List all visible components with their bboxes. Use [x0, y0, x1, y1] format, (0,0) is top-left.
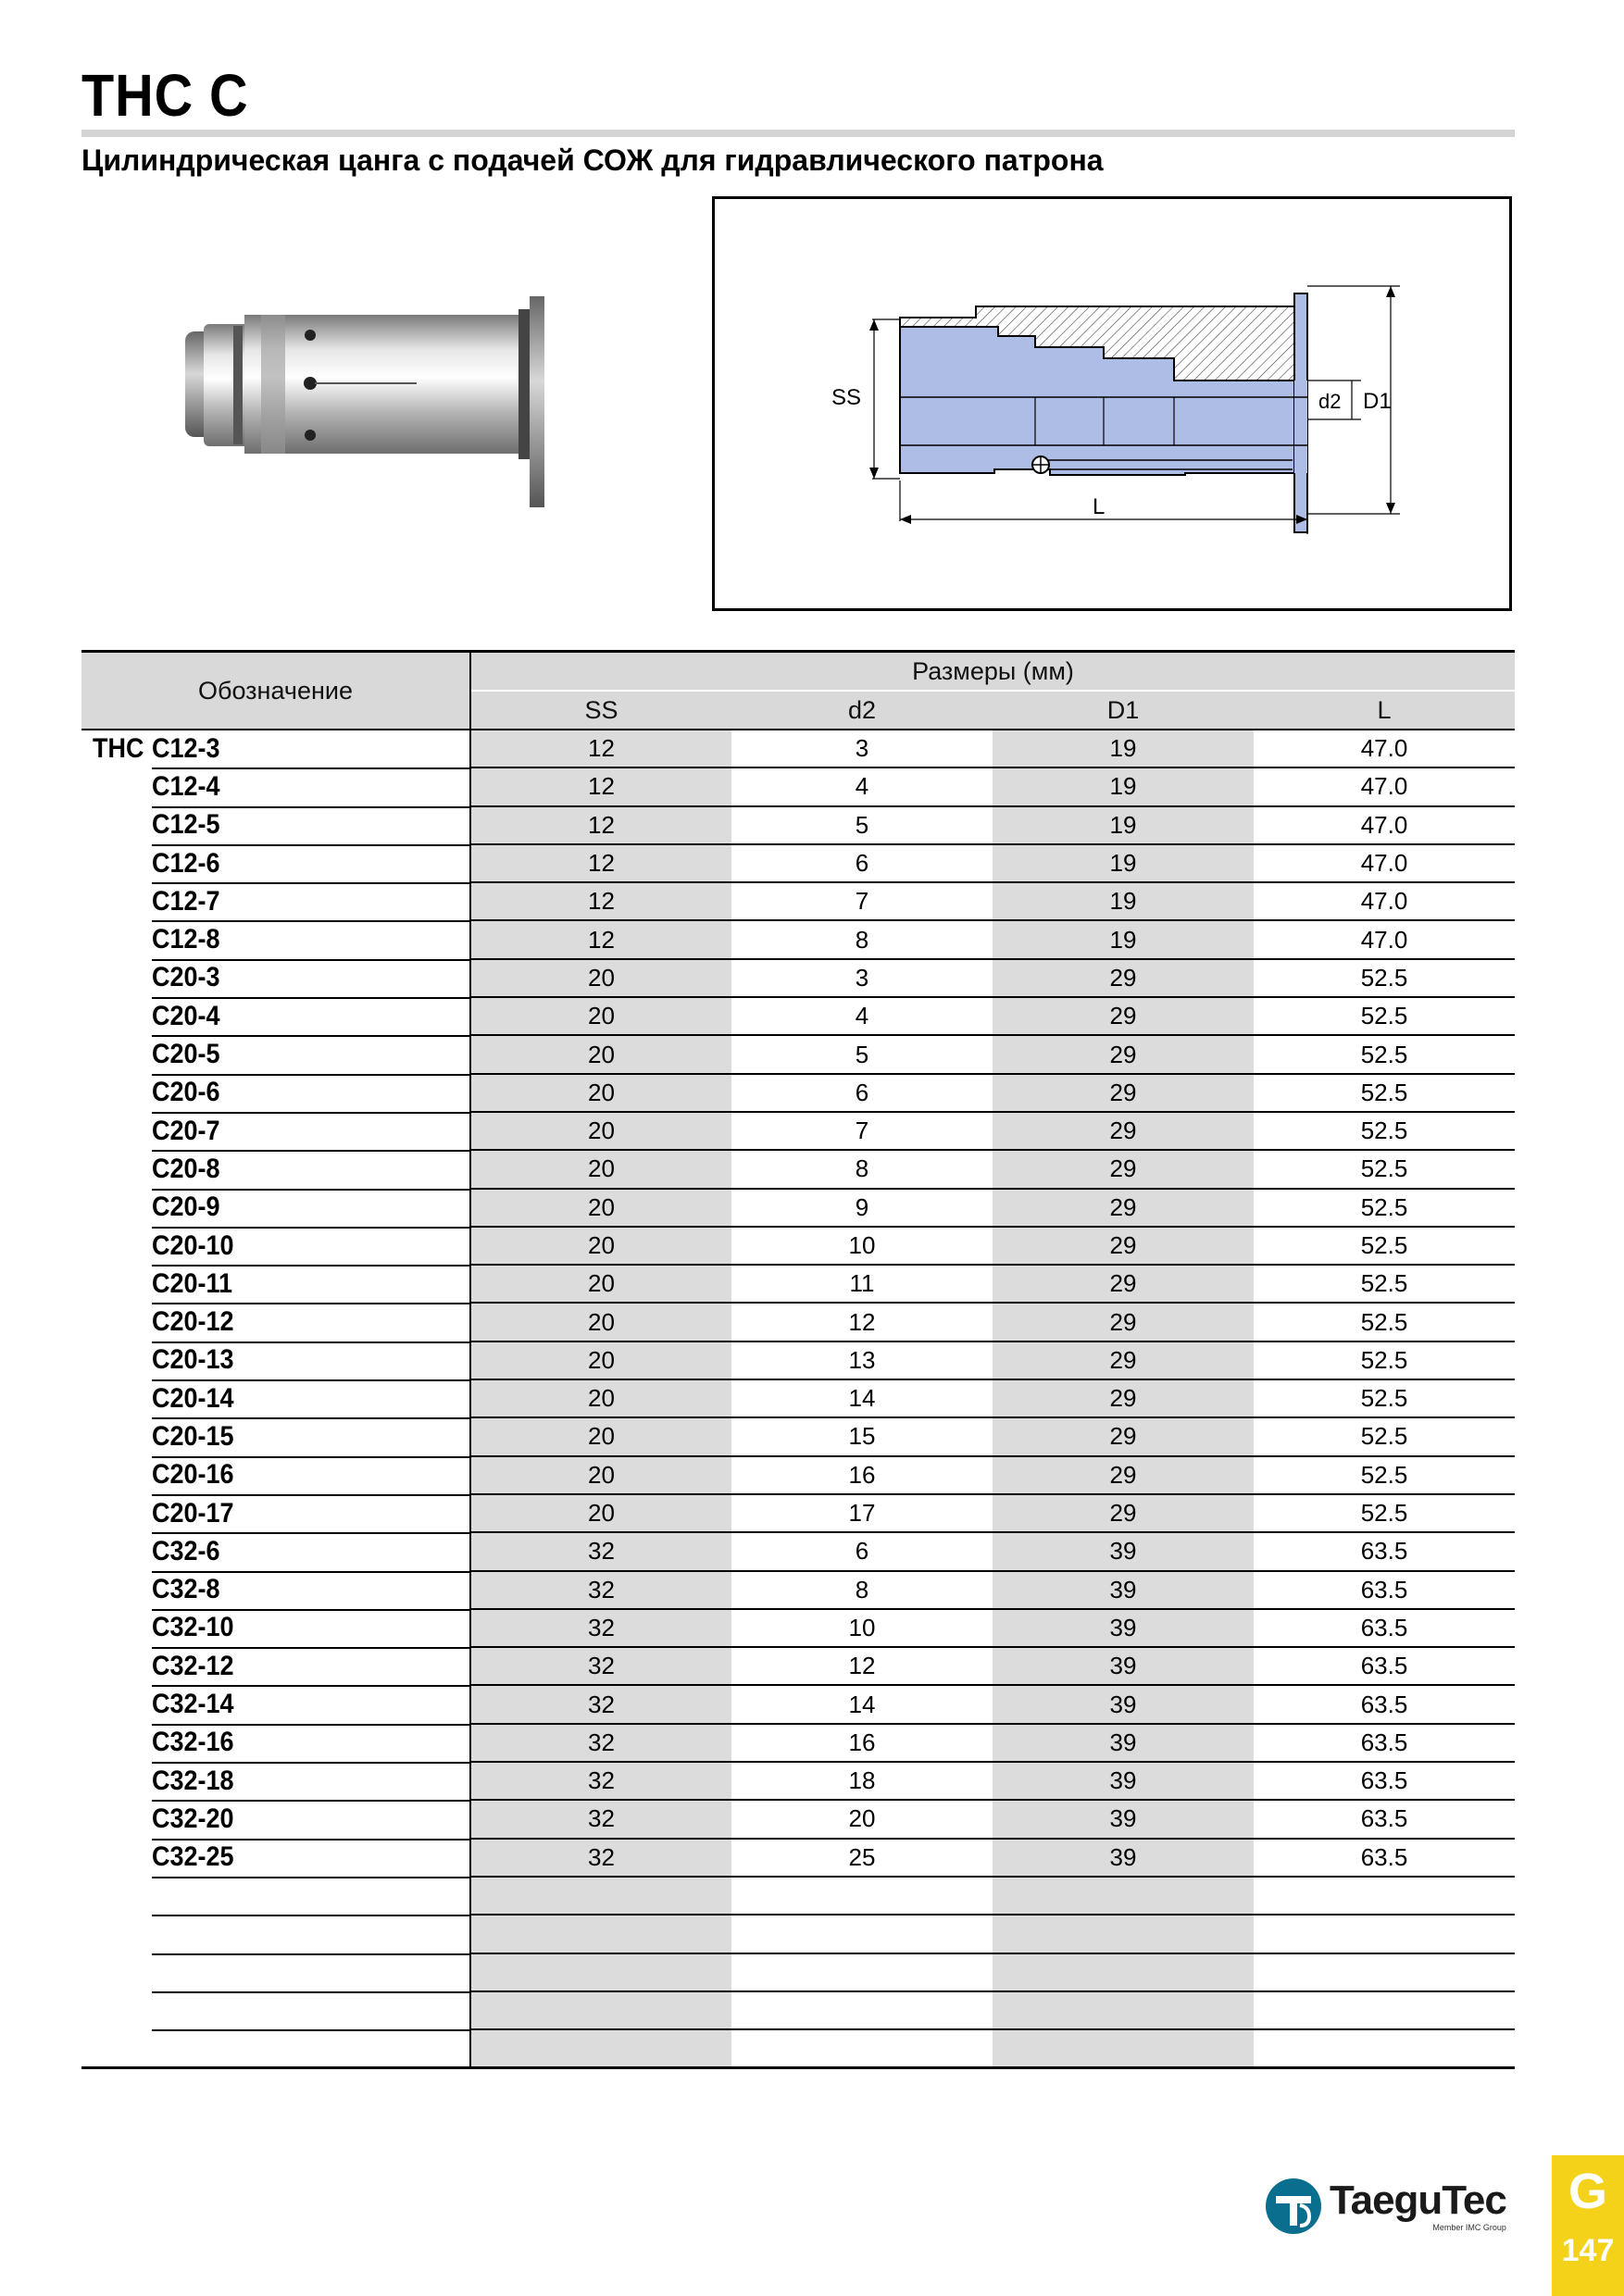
l-cell: 52.5	[1254, 1341, 1515, 1379]
ss-cell: 20	[470, 1417, 731, 1455]
product-photo	[176, 287, 602, 518]
designation-cell	[81, 1494, 470, 1532]
l-cell: 47.0	[1254, 730, 1515, 767]
d1-cell	[993, 1915, 1254, 1953]
l-cell: 47.0	[1254, 767, 1515, 805]
d2-cell: 13	[731, 1341, 993, 1379]
designation-cell	[81, 882, 470, 920]
ss-cell	[470, 1953, 731, 1991]
d2-cell	[731, 1953, 993, 1991]
designation-cell	[81, 959, 470, 997]
designation-code: C32-25	[152, 1841, 234, 1873]
d2-cell: 4	[731, 997, 993, 1035]
designation-code: C12-8	[152, 924, 220, 955]
spec-table-body	[81, 730, 1515, 2068]
ss-cell	[470, 1915, 731, 1953]
designation-code: C20-12	[152, 1306, 234, 1338]
designation-cell	[81, 1035, 470, 1073]
ss-cell: 32	[470, 1647, 731, 1685]
designation-cell	[81, 1647, 470, 1685]
d1-cell: 39	[993, 1571, 1254, 1609]
table-row	[81, 1112, 1515, 1150]
d1-cell: 39	[993, 1724, 1254, 1762]
designation-code: C20-10	[152, 1229, 234, 1261]
d1-cell: 39	[993, 1839, 1254, 1877]
drawing-label-d1: D1	[1363, 389, 1392, 414]
d1-cell: 29	[993, 1379, 1254, 1417]
technical-drawing	[712, 196, 1512, 611]
ss-cell: 12	[470, 844, 731, 882]
l-cell	[1254, 1953, 1515, 1991]
designation-cell	[81, 1303, 470, 1341]
d2-cell: 7	[731, 882, 993, 920]
table-row	[81, 1991, 1515, 2029]
ss-cell: 20	[470, 997, 731, 1035]
table-row	[81, 997, 1515, 1035]
d2-cell: 14	[731, 1379, 993, 1417]
table-row	[81, 1647, 1515, 1685]
d2-cell: 6	[731, 1074, 993, 1112]
logo-subtitle: Member IMC Group	[1432, 2223, 1506, 2232]
l-cell: 52.5	[1254, 1417, 1515, 1455]
designation-code: C20-3	[152, 962, 220, 993]
ss-cell: 12	[470, 882, 731, 920]
ss-cell: 32	[470, 1762, 731, 1800]
designation-cell	[81, 806, 470, 844]
d2-cell: 14	[731, 1685, 993, 1723]
table-row	[81, 1800, 1515, 1838]
l-cell: 52.5	[1254, 1494, 1515, 1532]
table-row	[81, 1877, 1515, 1915]
series-label: THC	[93, 733, 144, 765]
ss-cell: 32	[470, 1532, 731, 1570]
l-cell: 52.5	[1254, 1456, 1515, 1494]
designation-code: C20-14	[152, 1382, 234, 1414]
d1-cell	[993, 1877, 1254, 1915]
d2-cell: 7	[731, 1112, 993, 1150]
d1-cell	[993, 2029, 1254, 2068]
table-row	[81, 1532, 1515, 1570]
ss-cell: 20	[470, 1227, 731, 1265]
designation-cell	[81, 1685, 470, 1723]
designation-code: C20-8	[152, 1153, 220, 1184]
designation-cell	[81, 1762, 470, 1800]
section-letter: G	[1568, 2164, 1607, 2219]
designation-cell	[81, 997, 470, 1035]
ss-cell: 12	[470, 806, 731, 844]
header-d1: D1	[993, 691, 1254, 730]
designation-cell	[81, 1991, 470, 2029]
drawing-label-ss: SS	[831, 385, 862, 410]
d1-cell	[993, 1991, 1254, 2029]
drawing-label-d2: d2	[1318, 390, 1342, 413]
l-cell	[1254, 1991, 1515, 2029]
table-row	[81, 730, 1515, 767]
d2-cell: 16	[731, 1724, 993, 1762]
d1-cell: 39	[993, 1532, 1254, 1570]
table-row	[81, 1379, 1515, 1417]
d1-cell: 19	[993, 730, 1254, 767]
d1-cell: 39	[993, 1762, 1254, 1800]
d1-cell: 39	[993, 1800, 1254, 1838]
d2-cell: 10	[731, 1609, 993, 1647]
designation-cell	[81, 1877, 470, 1915]
d2-cell: 11	[731, 1265, 993, 1303]
designation-code: C20-17	[152, 1497, 234, 1529]
ss-cell: 12	[470, 920, 731, 958]
d2-cell: 17	[731, 1494, 993, 1532]
designation-code: C12-3	[152, 733, 220, 765]
d2-cell: 6	[731, 844, 993, 882]
l-cell: 52.5	[1254, 997, 1515, 1035]
designation-code: C20-11	[152, 1267, 233, 1299]
taegutec-logo	[1265, 2176, 1506, 2237]
d2-cell: 5	[731, 806, 993, 844]
d2-cell: 12	[731, 1303, 993, 1341]
ss-cell: 20	[470, 1189, 731, 1227]
designation-cell	[81, 1571, 470, 1609]
ss-cell: 20	[470, 1456, 731, 1494]
l-cell: 63.5	[1254, 1571, 1515, 1609]
designation-code: C12-7	[152, 885, 220, 917]
ss-cell: 20	[470, 1494, 731, 1532]
l-cell: 63.5	[1254, 1724, 1515, 1762]
designation-cell	[81, 1800, 470, 1838]
designation-cell	[81, 1341, 470, 1379]
d1-cell: 29	[993, 1494, 1254, 1532]
designation-cell	[81, 1609, 470, 1647]
designation-cell	[81, 1074, 470, 1112]
header-l: L	[1254, 691, 1515, 730]
designation-code: C32-18	[152, 1765, 234, 1796]
designation-code: C12-5	[152, 809, 220, 841]
designation-cell	[81, 1953, 470, 1991]
ss-cell: 20	[470, 1035, 731, 1073]
d2-cell: 5	[731, 1035, 993, 1073]
title-rule	[81, 130, 1515, 137]
designation-cell	[81, 1150, 470, 1188]
table-row	[81, 882, 1515, 920]
ss-cell: 20	[470, 1074, 731, 1112]
l-cell	[1254, 1877, 1515, 1915]
table-row	[81, 1762, 1515, 1800]
spec-table	[81, 650, 1515, 2069]
d2-cell: 10	[731, 1227, 993, 1265]
designation-cell	[81, 1112, 470, 1150]
d2-cell: 3	[731, 730, 993, 767]
designation-code: C32-20	[152, 1803, 234, 1834]
table-row	[81, 1839, 1515, 1877]
designation-code: C20-4	[152, 1000, 220, 1031]
designation-code: C32-8	[152, 1574, 220, 1605]
designation-cell	[81, 1456, 470, 1494]
designation-cell	[81, 1189, 470, 1227]
table-row	[81, 1074, 1515, 1112]
d2-cell: 8	[731, 1571, 993, 1609]
l-cell: 52.5	[1254, 1227, 1515, 1265]
l-cell: 63.5	[1254, 1762, 1515, 1800]
table-row	[81, 1150, 1515, 1188]
d1-cell: 29	[993, 1456, 1254, 1494]
d2-cell	[731, 1991, 993, 2029]
designation-code: C32-6	[152, 1535, 220, 1566]
table-row	[81, 1685, 1515, 1723]
l-cell: 47.0	[1254, 844, 1515, 882]
ss-cell: 20	[470, 1150, 731, 1188]
ss-cell	[470, 1991, 731, 2029]
d2-cell	[731, 1877, 993, 1915]
d1-cell: 19	[993, 882, 1254, 920]
designation-code: C20-15	[152, 1420, 234, 1452]
d1-cell: 29	[993, 1303, 1254, 1341]
table-row	[81, 1189, 1515, 1227]
designation-code: C12-4	[152, 770, 220, 802]
d2-cell	[731, 2029, 993, 2068]
designation-code: C12-6	[152, 847, 220, 879]
header-ss: SS	[470, 691, 731, 730]
d1-cell: 29	[993, 1227, 1254, 1265]
logo-name: TaeguTec	[1330, 2177, 1506, 2223]
l-cell: 52.5	[1254, 1265, 1515, 1303]
d2-cell: 25	[731, 1839, 993, 1877]
d1-cell: 29	[993, 1035, 1254, 1073]
ss-cell: 12	[470, 730, 731, 767]
page-number: 147	[1561, 2233, 1615, 2268]
designation-code: C32-10	[152, 1612, 234, 1643]
table-row	[81, 1035, 1515, 1073]
d1-cell: 19	[993, 844, 1254, 882]
d2-cell: 12	[731, 1647, 993, 1685]
d1-cell: 29	[993, 1265, 1254, 1303]
table-row	[81, 920, 1515, 958]
d2-cell: 8	[731, 1150, 993, 1188]
table-row	[81, 959, 1515, 997]
d2-cell: 6	[731, 1532, 993, 1570]
d1-cell	[993, 1953, 1254, 1991]
table-row	[81, 1417, 1515, 1455]
d2-cell: 20	[731, 1800, 993, 1838]
table-row	[81, 1303, 1515, 1341]
designation-cell	[81, 1839, 470, 1877]
designation-cell	[81, 1265, 470, 1303]
section-tab	[1552, 2155, 1624, 2296]
d1-cell: 19	[993, 767, 1254, 805]
d1-cell: 29	[993, 997, 1254, 1035]
ss-cell: 20	[470, 959, 731, 997]
l-cell: 63.5	[1254, 1800, 1515, 1838]
designation-code: C20-13	[152, 1344, 234, 1376]
ss-cell: 32	[470, 1724, 731, 1762]
l-cell: 52.5	[1254, 1074, 1515, 1112]
d1-cell: 19	[993, 806, 1254, 844]
table-row	[81, 767, 1515, 805]
ss-cell: 20	[470, 1265, 731, 1303]
designation-cell	[81, 767, 470, 805]
designation-cell	[81, 1417, 470, 1455]
designation-cell	[81, 844, 470, 882]
ss-cell: 20	[470, 1379, 731, 1417]
table-row	[81, 806, 1515, 844]
designation-cell	[81, 1227, 470, 1265]
ss-cell: 20	[470, 1303, 731, 1341]
d2-cell: 3	[731, 959, 993, 997]
d1-cell: 39	[993, 1609, 1254, 1647]
l-cell: 63.5	[1254, 1647, 1515, 1685]
l-cell: 63.5	[1254, 1609, 1515, 1647]
designation-cell	[81, 2029, 470, 2068]
l-cell: 52.5	[1254, 1150, 1515, 1188]
designation-code: C20-6	[152, 1077, 220, 1108]
d1-cell: 19	[993, 920, 1254, 958]
ss-cell: 12	[470, 767, 731, 805]
header-dimensions: Размеры (мм)	[470, 652, 1515, 692]
ss-cell: 20	[470, 1112, 731, 1150]
designation-cell	[81, 1379, 470, 1417]
l-cell	[1254, 2029, 1515, 2068]
table-row	[81, 1915, 1515, 1953]
designation-code: C32-12	[152, 1650, 234, 1681]
table-row	[81, 1571, 1515, 1609]
table-row	[81, 1724, 1515, 1762]
d2-cell: 18	[731, 1762, 993, 1800]
l-cell: 47.0	[1254, 882, 1515, 920]
d1-cell: 29	[993, 959, 1254, 997]
designation-code: C32-14	[152, 1689, 234, 1720]
d1-cell: 29	[993, 1341, 1254, 1379]
ss-cell	[470, 2029, 731, 2068]
ss-cell	[470, 1877, 731, 1915]
d1-cell: 29	[993, 1189, 1254, 1227]
ss-cell: 32	[470, 1571, 731, 1609]
l-cell: 63.5	[1254, 1532, 1515, 1570]
l-cell: 52.5	[1254, 1303, 1515, 1341]
designation-cell	[81, 920, 470, 958]
table-row	[81, 1227, 1515, 1265]
d1-cell: 39	[993, 1685, 1254, 1723]
l-cell: 52.5	[1254, 1189, 1515, 1227]
header-designation: Обозначение	[81, 652, 470, 730]
l-cell: 52.5	[1254, 1035, 1515, 1073]
l-cell	[1254, 1915, 1515, 1953]
l-cell: 47.0	[1254, 806, 1515, 844]
ss-cell: 32	[470, 1609, 731, 1647]
drawing-label-l: L	[1093, 494, 1106, 519]
designation-cell	[81, 1724, 470, 1762]
page-subtitle: Цилиндрическая цанга с подачей СОЖ для гидравлического патрона	[81, 144, 1104, 177]
d1-cell: 39	[993, 1647, 1254, 1685]
table-row	[81, 844, 1515, 882]
table-row	[81, 1953, 1515, 1991]
ss-cell: 32	[470, 1839, 731, 1877]
header-d2: d2	[731, 691, 993, 730]
d2-cell: 8	[731, 920, 993, 958]
d1-cell: 29	[993, 1150, 1254, 1188]
l-cell: 63.5	[1254, 1839, 1515, 1877]
l-cell: 63.5	[1254, 1685, 1515, 1723]
table-row	[81, 1456, 1515, 1494]
table-row	[81, 1341, 1515, 1379]
ss-cell: 32	[470, 1685, 731, 1723]
designation-cell	[81, 1532, 470, 1570]
designation-code: C20-9	[152, 1192, 220, 1223]
table-row	[81, 1265, 1515, 1303]
d1-cell: 29	[993, 1074, 1254, 1112]
designation-code: C20-7	[152, 1115, 220, 1146]
d2-cell: 9	[731, 1189, 993, 1227]
d2-cell: 4	[731, 767, 993, 805]
ss-cell: 20	[470, 1341, 731, 1379]
table-row	[81, 1494, 1515, 1532]
table-row	[81, 2029, 1515, 2068]
l-cell: 47.0	[1254, 920, 1515, 958]
l-cell: 52.5	[1254, 1112, 1515, 1150]
d1-cell: 29	[993, 1417, 1254, 1455]
l-cell: 52.5	[1254, 1379, 1515, 1417]
page-title: THC C	[81, 62, 249, 129]
l-cell: 52.5	[1254, 959, 1515, 997]
d2-cell: 16	[731, 1456, 993, 1494]
designation-code: C20-16	[152, 1459, 234, 1491]
d2-cell: 15	[731, 1417, 993, 1455]
designation-code: C32-16	[152, 1727, 234, 1758]
designation-cell	[81, 1915, 470, 1953]
ss-cell: 32	[470, 1800, 731, 1838]
table-row	[81, 1609, 1515, 1647]
designation-code: C20-5	[152, 1039, 220, 1070]
designation-cell	[81, 730, 470, 767]
d2-cell	[731, 1915, 993, 1953]
logo-mark-icon	[1265, 2177, 1322, 2235]
d1-cell: 29	[993, 1112, 1254, 1150]
